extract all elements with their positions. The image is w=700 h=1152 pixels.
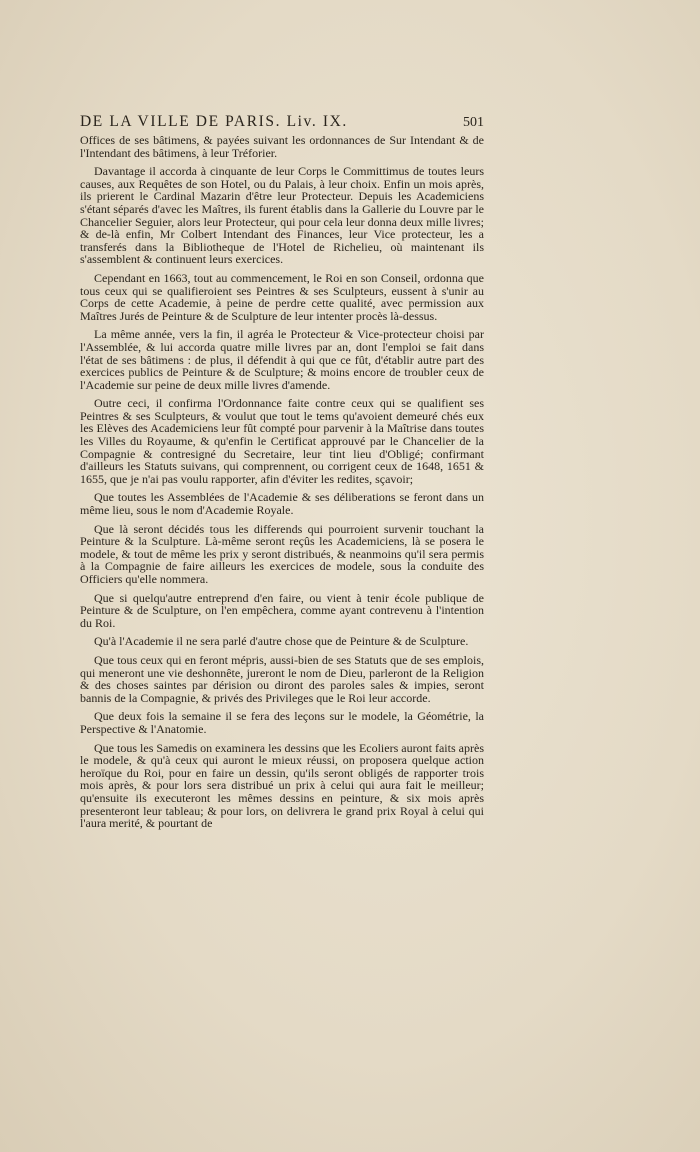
paragraph-8: Que si quelqu'autre entreprend d'en faire, ou vient à tenir école publique de Peinture & de Sculpture, on l'en empêchera, comme ayant contrevenu à l'intention du Roi. (80, 590, 484, 630)
paragraph-1: Offices de ses bâtimens, & payées suivant les ordonnances de Sur Intendant & de l'Intendant des bâtimens, à leur Tréforier. (80, 133, 484, 160)
paragraph-10: Que tous ceux qui en feront mépris, aussi-bien de ses Statuts que de ses emplois, qui meneront une vie deshonnête, jureront le nom de Dieu, parleront de la Religion & des choses saintes par dérision ou diront des paroles sales & impies, seront bannis de la Compagnie, & privés des Privileges que le Roi leur accorde. (80, 652, 484, 705)
text-column (80, 112, 484, 836)
running-title: DE LA VILLE DE PARIS. Liv. IX. (80, 113, 348, 130)
page-number: 501 (463, 115, 484, 130)
paragraph-3: Cependant en 1663, tout au commencement, le Roi en son Conseil, ordonna que tous ceux qui se qualifieroient ses Peintres & ses Sculpteurs, eussent à s'unir au Corps de cette Academie, à peine de perdre cette qualité, avec permission aux Maîtres Jurés de Peinture & de Sculpture de leur intenter procès là-dessus. (80, 270, 484, 323)
paragraph-7: Que là seront décidés tous les differends qui pourroient survenir touchant la Peinture & la Sculpture. Là-même seront reçûs les Academiciens, là se posera le modele, & tout de même les prix y seront distribués, & neanmoins qu'il sera permis à la Compagnie de faire ailleurs les exercices de modele, sous la conduite des Officiers qu'elle nommera. (80, 521, 484, 586)
paragraph-12: Que tous les Samedis on examinera les dessins que les Ecoliers auront faits après le modele, & qu'à ceux qui auront le mieux réussi, on proposera quelque action heroïque du Roi, pour en faire un dessin, qu'ils seront obligés de rapporter trois mois après, & pour lors sera distribué un prix à celui qui aura fait le meilleur; qu'ensuite ils executeront les mêmes dessins en peinture, & six mois après presenteront leur tableau; & pour lors, on delivrera le grand prix Royal à celui qui l'aura merité, & pourtant de (80, 740, 484, 831)
paragraph-6: Que toutes les Assemblées de l'Academie & ses déliberations se feront dans un même lieu, sous le nom d'Academie Royale. (80, 490, 484, 518)
paragraph-2: Davantage il accorda à cinquante de leur Corps le Committimus de toutes leurs causes, aux Requêtes de son Hotel, ou du Palais, à leur choix. Enfin un mois après, ils prierent le Cardinal Mazarin d'être leur Protecteur. Depuis les Academiciens s'étant séparés d'avec les Maîtres, ils furent établis dans la Gallerie du Louvre par le Chancelier Seguier, alors leur Protecteur, qui pour cela leur donna deux mille livres; & de-là enfin, Mr Colbert Intendant des Finances, leur Vice protecteur, les a transferés dans la Bibliotheque de l'Hotel de Richelieu, où maintenant ils s'assemblent & continuent leurs exercices. (80, 164, 484, 267)
running-header (80, 112, 484, 132)
paragraph-9: Qu'à l'Academie il ne sera parlé d'autre chose que de Peinture & de Sculpture. (94, 634, 469, 649)
paragraph-5: Outre ceci, il confirma l'Ordonnance faite contre ceux qui se qualifient ses Peintres & ses Sculpteurs, & voulut que tout le tems qu'avoient demeuré chés eux les Elèves des Academiciens leur fût compté pour parvenir à la Maîtrise dans toutes les Villes du Royaume, & qu'enfin le Certificat approuvé par le Chancelier de la Compagnie & contresigné du Secretaire, leur tint lieu d'Obligé; confirmant d'ailleurs les Statuts suivans, qui comprennent, ou corrigent ceux de 1648, 1651 & 1655, que je n'ai pas voulu rapporter, afin d'éviter les redites, sçavoir; (80, 396, 484, 486)
paragraph-11: Que deux fois la semaine il se fera des leçons sur le modele, la Géométrie, la Perspective & l'Anatomie. (80, 709, 484, 736)
paragraph-4: La même année, vers la fin, il agréa le Protecteur & Vice-protecteur choisi par l'Assemblée, & lui accorda quatre mille livres par an, dont l'emploi se fait dans l'état de ses bâtimens : de plus, il défendit à qui que ce fût, d'établir autre part des exercices publics de Peinture & de Sculpture; & moins encore de troubler ceux de l'Academie sur peine de deux mille livres d'amende. (80, 327, 484, 392)
